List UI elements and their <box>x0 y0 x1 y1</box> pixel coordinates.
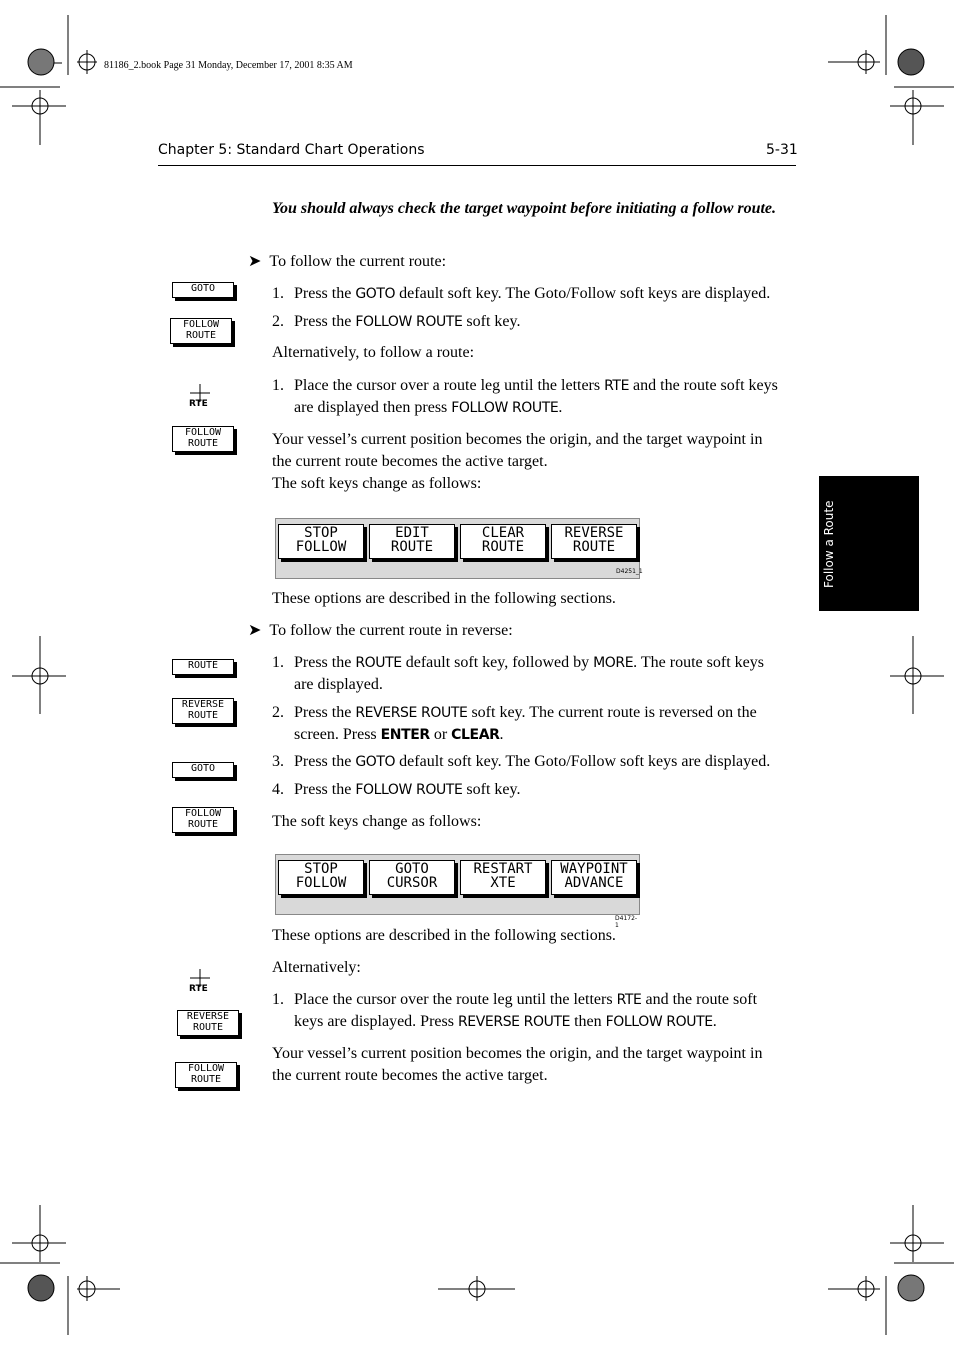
section1-after: These options are described in the following sections. <box>272 590 616 607</box>
rte-cursor-icon: RTE <box>189 399 208 409</box>
header-rule <box>158 165 796 166</box>
softkey-strip-2 <box>275 854 640 929</box>
side-tab <box>819 476 919 611</box>
section2-alt-step: 1. Place the cursor over the route leg until the letters RTE and the route soft keys are displayed. Press REVERSE ROUTE then FOLLOW ROUTE. <box>272 991 758 1030</box>
figure-id: D4172-1 <box>615 915 638 929</box>
section2-step-1: 1. Press the ROUTE default soft key, followed by MORE. The route soft keys are displayed. <box>272 654 764 693</box>
section1-alt-step: 1. Place the cursor over a route leg until the letters RTE and the route soft keys are displayed then press FOLLOW ROUTE. <box>272 377 778 416</box>
section1-step-1: 1. Press the GOTO default soft key. The Goto/Follow soft keys are displayed. <box>272 285 771 302</box>
margin-key-follow-route-1: FOLLOW ROUTE <box>170 318 230 358</box>
margin-key-goto-2: GOTO <box>172 762 232 802</box>
margin-key-follow-route-3: FOLLOW ROUTE <box>172 807 232 847</box>
softkey-restart-xte[interactable]: RESTART XTE <box>460 860 546 895</box>
softkey-edit-route[interactable]: EDIT ROUTE <box>369 524 455 559</box>
print-job-info: 81186_2.book Page 31 Monday, December 17, 2001 8:35 AM <box>104 60 353 71</box>
section2-result: Your vessel’s current position becomes the origin, and the target waypoint in the current route becomes the active target. <box>272 1045 763 1084</box>
section1-intro: ➤ To follow the current route: <box>248 253 447 270</box>
warning-note: You should always check the target waypoint before initiating a follow route. <box>272 200 777 217</box>
section1-step-2: 2. Press the FOLLOW ROUTE soft key. <box>272 313 521 330</box>
section1-result: Your vessel’s current position becomes the origin, and the target waypoint in the current route becomes the active target. The soft keys change as follows: <box>272 431 763 492</box>
margin-key-reverse-route-1: REVERSE ROUTE <box>172 698 232 738</box>
arrow-bullet-icon: ➤ <box>248 253 262 270</box>
section2-alternative: Alternatively: <box>272 959 361 976</box>
arrow-bullet-icon: ➤ <box>248 622 262 639</box>
side-tab-label: Follow a Route <box>822 500 836 588</box>
section2-step-3: 3. Press the GOTO default soft key. The Goto/Follow soft keys are displayed. <box>272 753 771 770</box>
section2-step-4: 4. Press the FOLLOW ROUTE soft key. <box>272 781 521 798</box>
margin-key-goto-1: GOTO <box>172 282 232 322</box>
section2-intro: ➤ To follow the current route in reverse: <box>248 622 513 639</box>
margin-key-follow-route-2: FOLLOW ROUTE <box>172 426 232 466</box>
softkey-clear-route[interactable]: CLEAR ROUTE <box>460 524 546 559</box>
figure-id: D4251_1 <box>616 568 643 575</box>
margin-key-route: ROUTE <box>172 659 232 699</box>
softkey-stop-follow[interactable]: STOP FOLLOW <box>278 860 364 895</box>
margin-key-follow-route-4: FOLLOW ROUTE <box>175 1062 235 1102</box>
section2-after: These options are described in the following sections. <box>272 927 616 944</box>
margin-key-reverse-route-2: REVERSE ROUTE <box>177 1010 237 1050</box>
softkey-stop-follow[interactable]: STOP FOLLOW <box>278 524 364 559</box>
section2-change: The soft keys change as follows: <box>272 813 482 830</box>
page-number: 5-31 <box>766 142 798 158</box>
softkey-waypoint-advance[interactable]: WAYPOINT ADVANCE <box>551 860 637 895</box>
rte-cursor-icon: RTE <box>189 984 208 994</box>
chapter-title: Chapter 5: Standard Chart Operations <box>158 142 425 158</box>
softkey-reverse-route[interactable]: REVERSE ROUTE <box>551 524 637 559</box>
softkey-strip-1 <box>275 518 643 579</box>
section1-alternative: Alternatively, to follow a route: <box>272 344 475 361</box>
section2-step-2: 2. Press the REVERSE ROUTE soft key. The current route is reversed on the screen. Press ENTER or CLEAR. <box>272 704 757 743</box>
softkey-goto-cursor[interactable]: GOTO CURSOR <box>369 860 455 895</box>
